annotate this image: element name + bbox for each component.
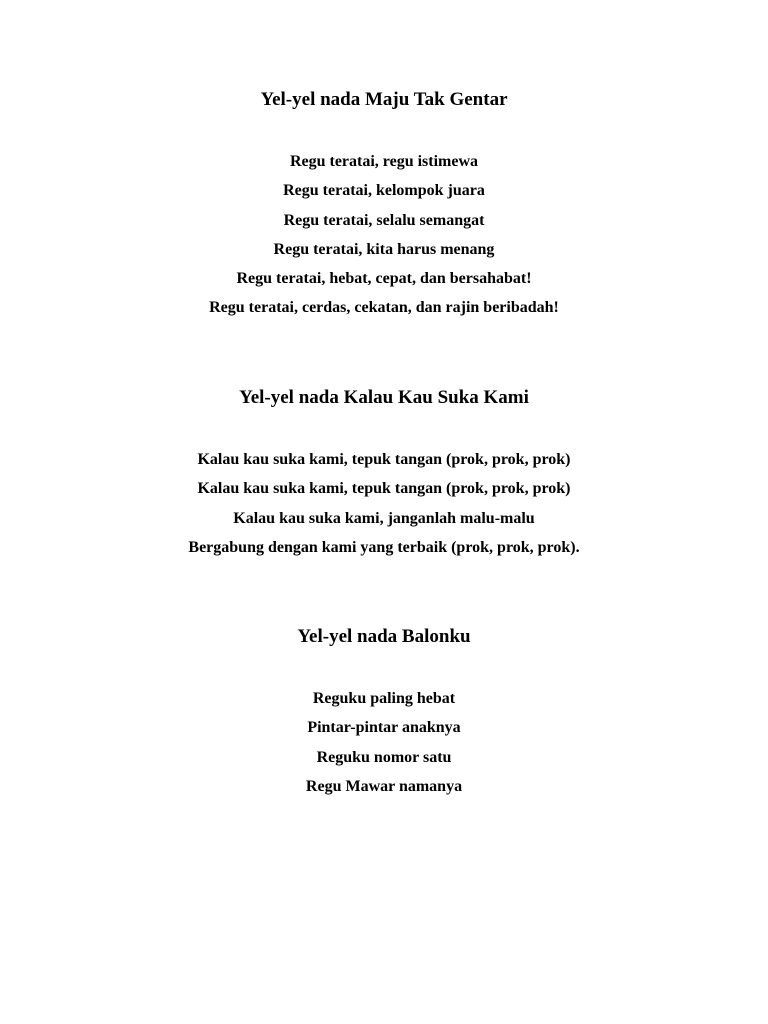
verse-line: Reguku nomor satu [316, 748, 452, 766]
verse-line: Regu teratai, selalu semangat [283, 211, 485, 229]
verse-line: Regu teratai, hebat, cepat, dan bersahabat! [236, 270, 532, 288]
verse-line: Regu teratai, kita harus menang [273, 240, 495, 258]
verse-line: Kalau kau suka kami, janganlah malu-malu [233, 509, 535, 527]
verse-line: Regu teratai, cerdas, cekatan, dan rajin beribadah! [209, 299, 559, 317]
yel-section-kalau-kau-suka-kami [0, 385, 768, 562]
verse-line: Bergabung dengan kami yang terbaik (prok, prok, prok). [188, 538, 580, 556]
verse-block [0, 684, 768, 801]
verse-line: Pintar-pintar anaknya [307, 719, 461, 737]
verse-line: Regu teratai, kelompok juara [283, 182, 485, 200]
verse-line: Reguku paling hebat [312, 690, 456, 707]
verse-line: Regu Mawar namanya [305, 777, 463, 795]
verse-line: Regu teratai, regu istimewa [289, 153, 479, 170]
verse-block [0, 445, 768, 562]
section-title: Yel-yel nada Kalau Kau Suka Kami [239, 387, 529, 408]
verse-line: Kalau kau suka kami, tepuk tangan (prok, prok, prok) [197, 480, 571, 498]
section-title: Yel-yel nada Balonku [297, 626, 471, 647]
yel-section-balonku [0, 624, 768, 801]
verse-line: Kalau kau suka kami, tepuk tangan (prok, prok, prok) [197, 451, 571, 468]
section-title: Yel-yel nada Maju Tak Gentar [260, 89, 508, 110]
yel-section-maju-tak-gentar [0, 87, 768, 323]
verse-block [0, 147, 768, 323]
